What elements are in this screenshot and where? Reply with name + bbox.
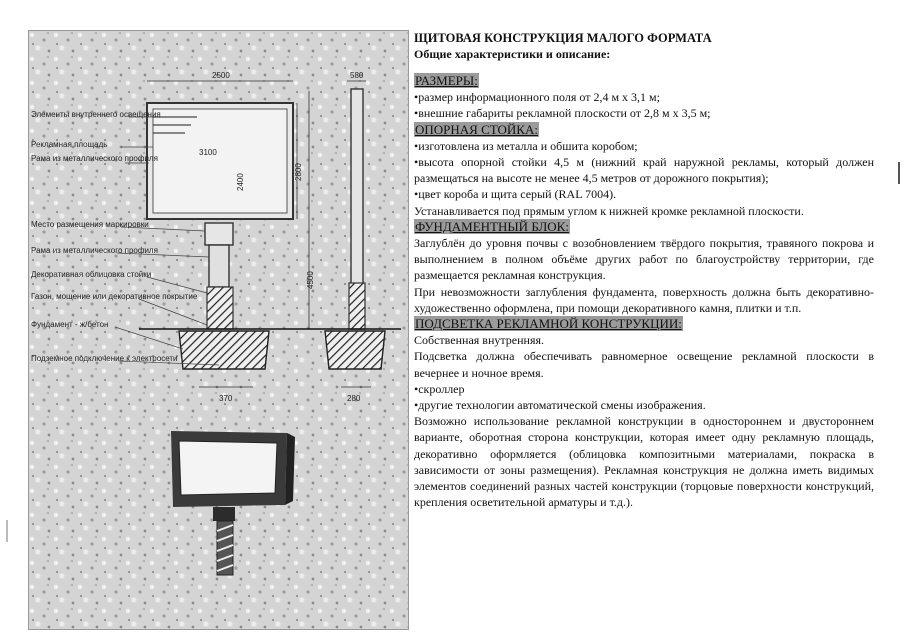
lighting-item: •другие технологии автоматической смены изображения. <box>414 398 706 413</box>
callout-frame-1: Рама из металлического профиля <box>31 154 158 163</box>
dim-post-width-label: 580 <box>350 71 364 80</box>
post-front <box>209 245 229 287</box>
section-heading-sizes: РАЗМЕРЫ: <box>415 73 478 88</box>
post-line: •высота опорной стойки 4,5 м (нижний край наружной рекламы, который должен размещаться на высоте не менее 4,5 метров от дорожного покрытия); <box>414 155 874 186</box>
dim-field-height-label: 2400 <box>236 173 245 191</box>
callout-foundation: Фундамент - ж/бетон <box>31 320 109 329</box>
callout-frame-2: Рама из металлического профиля <box>31 246 158 255</box>
construction-drawing <box>28 30 409 630</box>
lighting-item: •скроллер <box>414 381 465 396</box>
callout-marking: Место размещения маркировки <box>31 220 149 229</box>
drawing-svg <box>29 31 408 629</box>
dim-width-label: 2500 <box>212 71 230 80</box>
foundation-side <box>325 331 385 369</box>
section-heading-support-post: ОПОРНАЯ СТОЙКА: <box>415 121 538 137</box>
description-panel <box>414 30 874 510</box>
sizes-line: •размер информационного поля от 2,4 м х 3,1 м; <box>414 90 660 105</box>
foundation-paragraph: Заглублён до уровня почвы с возобновлением твёрдого покрытия, травяного покрова и выполнением в полном объёме других работ по благоустройству территории, где размещается рекламная конструкция. <box>414 236 874 283</box>
post-line: Устанавливается под прямым углом к нижней кромке рекламной плоскости. <box>414 203 804 218</box>
section-heading-foundation: ФУНДАМЕНТНЫЙ БЛОК: <box>415 218 569 234</box>
lighting-paragraph: Собственная внутренняя. <box>414 333 544 348</box>
dim-foundation-side-label: 280 <box>347 394 361 403</box>
dim-foundation-label: 370 <box>219 394 233 403</box>
post-line: •цвет короба и щита серый (RAL 7004). <box>414 187 617 202</box>
margin-mark <box>6 520 8 542</box>
post-line: •изготовлена из металла и обшита коробом; <box>414 138 638 153</box>
callout-lighting: Элементы внутреннего освещения <box>31 110 161 119</box>
callout-cladding: Декоративная облицовка стойки <box>31 270 152 279</box>
page-subtitle: Общие характеристики и описание: <box>414 47 611 61</box>
callout-ad-area: Рекламная площадь <box>31 140 108 149</box>
dim-field-width-label: 3100 <box>199 148 217 157</box>
dim-post-height-label: 4500 <box>306 271 315 289</box>
foundation-paragraph: При невозможности заглубления фундамента, поверхность должна быть декоративно-художественно оформлена, при помощи декоративного камня, плитки и т.п. <box>414 284 874 315</box>
callout-lawn: Газон, мощение или декоративное покрытие <box>31 292 198 301</box>
page-title: ЩИТОВАЯ КОНСТРУКЦИЯ МАЛОГО ФОРМАТА <box>414 31 712 45</box>
callout-power: Подземное подключение к электросети <box>31 354 178 363</box>
section-heading-lighting: ПОДСВЕТКА РЕКЛАМНОЙ КОНСТРУКЦИИ: <box>415 316 682 332</box>
usage-paragraph: Возможно использование рекламной конструкции в одностороннем и двустороннем варианте, оборотная сторона конструкции, которая имеет одну рекламную площадь, декоративно оформляется (облицовка композитными материалами, покраска в зависимости от зоны размещения). Рекламная конструкция не должна иметь видимых элементов соединений разных частей конструкции (торцовые поверхности конструкций, крепления осветительной арматуры и т.д.). <box>414 414 874 510</box>
lighting-paragraph: Подсветка должна обеспечивать равномерное освещение рекламной плоскости в вечернее и ночное время. <box>414 349 874 380</box>
foundation-front <box>179 331 269 369</box>
margin-mark <box>898 162 900 184</box>
sizes-line: •внешние габариты рекламной плоскости от 2,8 м х 3,5 м; <box>414 106 711 121</box>
dim-outer-height-label: 2800 <box>294 163 303 181</box>
post-decorative-cladding <box>207 287 233 329</box>
